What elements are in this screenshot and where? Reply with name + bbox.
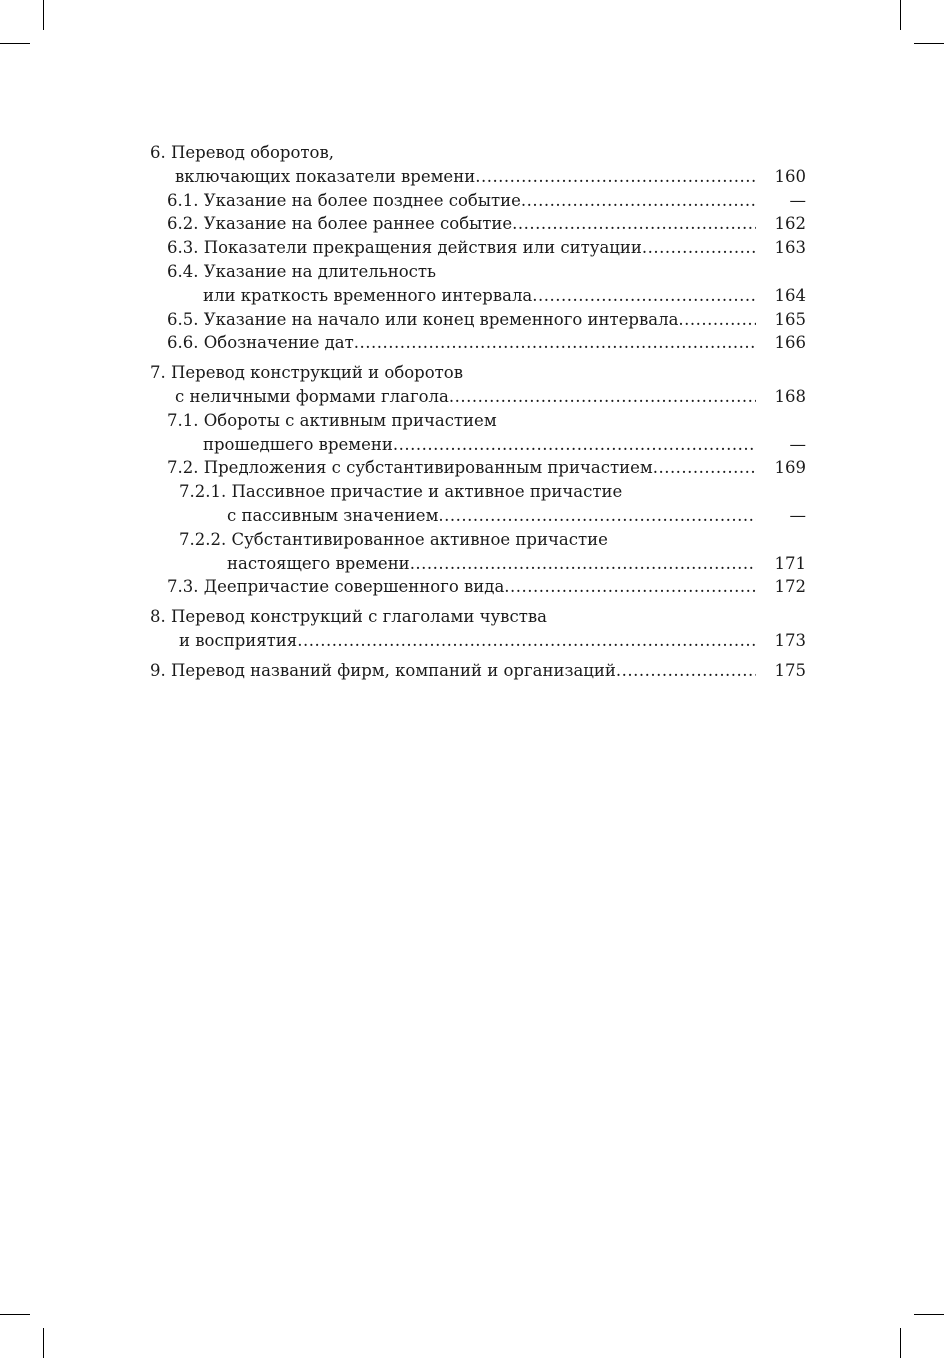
toc-page-number: 165 [774,309,806,329]
toc-entry-title: 8. Перевод конструкций с глаголами чувства [150,607,547,627]
toc-entry-title: 7.2. Предложения с субстантивированным причастием [167,456,653,480]
toc-entry[interactable] [150,528,806,552]
toc-entry[interactable] [150,480,806,504]
toc-page-number: 171 [774,553,806,573]
crop-mark-bottom-right-horizontal [914,1314,944,1315]
toc-entry[interactable] [150,141,806,165]
toc-page-number: — [789,505,806,525]
leader-dots [532,284,756,308]
toc-entry[interactable] [150,260,806,284]
toc-entry[interactable] [150,409,806,433]
toc-entry-title: 9. Перевод названий фирм, компаний и организаций [150,659,616,683]
toc-entry-title: 7. Перевод конструкций и оборотов [150,363,464,383]
toc-entry-title: и восприятия [179,629,297,653]
toc-entry-title: 7.3. Деепричастие совершенного вида [167,575,504,599]
toc-page-number: 163 [774,238,806,258]
toc-entry[interactable] [150,385,806,409]
toc-entry-title: с пассивным значением [227,504,438,528]
toc-entry[interactable] [150,212,806,236]
toc-entry-title: включающих показатели времени [175,165,475,189]
toc-page-number: 166 [774,333,806,353]
leader-dots [297,629,756,653]
leader-dots [393,433,756,457]
crop-mark-bottom-right-vertical [900,1328,901,1358]
leader-dots [512,212,756,236]
toc-page-number: 172 [774,577,806,597]
toc-entry-title: 7.1. Обороты с активным причастием [167,410,497,430]
toc-entry[interactable] [150,236,806,260]
toc-entry[interactable] [150,504,806,528]
toc-entry-title: 6.6. Обозначение дат [167,331,354,355]
crop-mark-top-right-horizontal [914,43,944,44]
toc-entry[interactable] [150,605,806,629]
leader-dots [653,456,756,480]
leader-dots [504,575,756,599]
crop-mark-top-right-vertical [900,0,901,30]
toc-entry[interactable] [150,308,806,332]
toc-entry[interactable] [150,433,806,457]
toc-entry-title: 7.2.2. Субстантивированное активное причастие [179,529,608,549]
toc-entry-title: настоящего времени [227,552,410,576]
crop-mark-top-left-horizontal [0,43,30,44]
crop-mark-bottom-left-vertical [43,1328,44,1358]
leader-dots [521,189,756,213]
toc-entry-title: 6.1. Указание на более позднее событие [167,189,521,213]
toc-page-number: 160 [774,166,806,186]
table-of-contents [150,141,806,683]
leader-dots [438,504,756,528]
toc-entry[interactable] [150,284,806,308]
leader-dots [616,659,756,683]
toc-page-number: 169 [774,458,806,478]
toc-entry[interactable] [150,552,806,576]
crop-mark-top-left-vertical [43,0,44,30]
toc-entry-title: прошедшего времени [203,433,393,457]
toc-entry[interactable] [150,331,806,355]
toc-entry[interactable] [150,659,806,683]
toc-page-number: 164 [774,285,806,305]
toc-entry-title: 6.5. Указание на начало или конец временного интервала [167,308,678,332]
leader-dots [354,331,756,355]
toc-entry-title: 6.2. Указание на более раннее событие [167,212,512,236]
leader-dots [642,236,756,260]
leader-dots [678,308,756,332]
toc-page-number: — [789,434,806,454]
toc-entry[interactable] [150,189,806,213]
toc-entry-title: или краткость временного интервала [203,284,532,308]
toc-entry-title: 6.4. Указание на длительность [167,261,437,281]
toc-page-number: 168 [774,386,806,406]
toc-entry-title: 7.2.1. Пассивное причастие и активное причастие [179,482,623,502]
crop-mark-bottom-left-horizontal [0,1314,30,1315]
leader-dots [475,165,756,189]
leader-dots [449,385,756,409]
toc-entry[interactable] [150,361,806,385]
toc-entry[interactable] [150,165,806,189]
toc-page-number: — [789,190,806,210]
toc-page-number: 173 [774,630,806,650]
toc-entry-title: 6.3. Показатели прекращения действия или ситуации [167,236,642,260]
toc-page-number: 175 [774,660,806,680]
toc-entry[interactable] [150,456,806,480]
toc-entry-title: с неличными формами глагола [175,385,449,409]
toc-entry[interactable] [150,575,806,599]
toc-entry-title: 6. Перевод оборотов, [150,143,334,162]
toc-page-number: 162 [774,214,806,234]
leader-dots [410,552,756,576]
toc-entry[interactable] [150,629,806,653]
